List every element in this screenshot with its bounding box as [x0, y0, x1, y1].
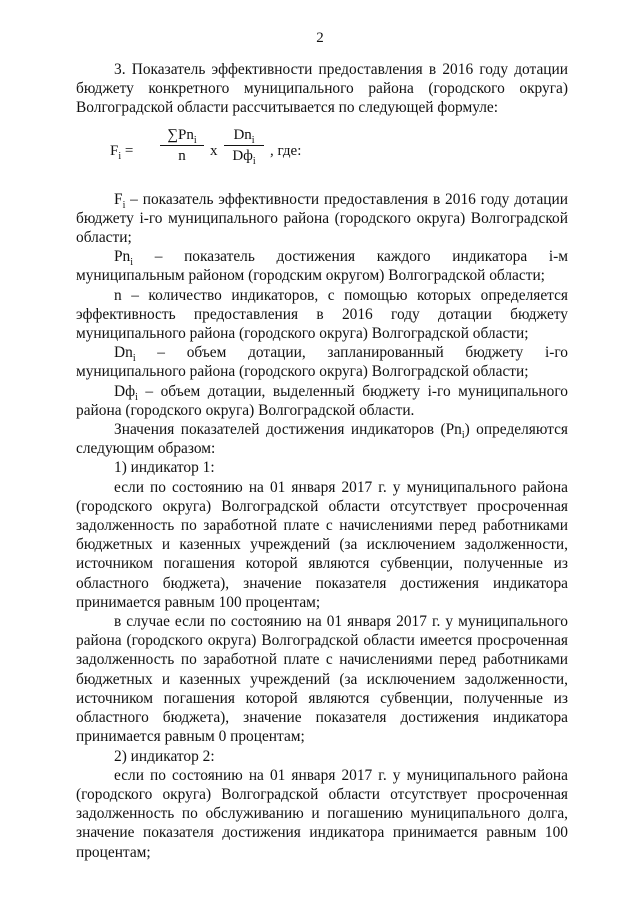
fraction-denominator: n	[178, 147, 186, 164]
indicator-2-label: 2) индикатор 2:	[114, 747, 215, 765]
fraction-numerator: $Dn_i$	[224, 126, 264, 146]
formula-tail: , где:	[270, 142, 302, 159]
indicator-1-label: 1) индикатор 1:	[114, 459, 215, 477]
formula-lhs: $F_i$ =	[110, 142, 134, 162]
fraction-sum-over-n	[160, 126, 204, 165]
definition-fi: $F_i$ – показатель эффективности предоставления в 2016 году дотации бюджету i-го муниципального района (городского округа) Волгоградской области;	[76, 190, 568, 247]
intro-paragraph: 3. Показатель эффективности предоставления в 2016 году дотации бюджету конкретного муниципального района (городского округа) Волгоградской области рассчитывается по следующей формуле:	[76, 61, 568, 117]
fraction-denominator: $Dф_i$	[232, 147, 256, 167]
definition-dfi: $Dф_i$ – объем дотации, выделенный бюджету i-го муниципального района (городского округа) Волгоградской области.	[76, 382, 568, 419]
indicator-1-condition-a: если по состоянию на 01 января 2017 г. у муниципального района (городского округа) Волгоградской области отсутствует просроченная задолженность по заработной плате с начислениями перед работниками бюджетных и казенных учреждений (за исключением задолженности, источником погашения которой являются субвенции, полученные из областного бюджета), значение показателя достижения индикатора принимается равным 100 процентам;	[76, 478, 568, 611]
page-number: 2	[316, 30, 324, 46]
definition-pni: $Pn_i$ – показатель достижения каждого индикатора i-м муниципальным районом (городским округом) Волгоградской области;	[76, 248, 568, 285]
fraction-numerator: $\sum Pn_i$	[160, 126, 204, 146]
formula	[76, 124, 568, 180]
definition-dni: $Dn_i$ – объем дотации, запланированный бюджету i-го муниципального района (городского округа) Волгоградской области;	[76, 344, 568, 381]
indicator-2-condition-a: если по состоянию на 01 января 2017 г. у муниципального района (городского округа) Волгоградской области отсутствует просроченная задолженность по обслуживанию и погашению муниципального долга, значение показателя достижения индикатора принимается равным 100 процентам;	[76, 766, 568, 861]
document-body	[76, 60, 568, 862]
fraction-dotation-ratio	[224, 126, 264, 165]
values-intro: Значения показателей достижения индикаторов $(Pn_i)$ определяются следующим образом:	[76, 421, 568, 458]
definition-n: n – количество индикаторов, с помощью которых определяется эффективность предоставления в 2016 году дотации бюджету муниципального района (городского округа) Волгоградской области;	[76, 286, 568, 343]
indicator-1-condition-b: в случае если по состоянию на 01 января 2017 г. у муниципального района (городского округа) Волгоградской области имеется просроченная задолженность по заработной плате с начислениями перед работниками бюджетных и казенных учреждений (за исключением задолженности, источником погашения которой являются субвенции, полученные из областного бюджета), значение показателя достижения индикатора принимается равным 0 процентам;	[76, 613, 568, 746]
multiply-sign: x	[210, 142, 218, 159]
